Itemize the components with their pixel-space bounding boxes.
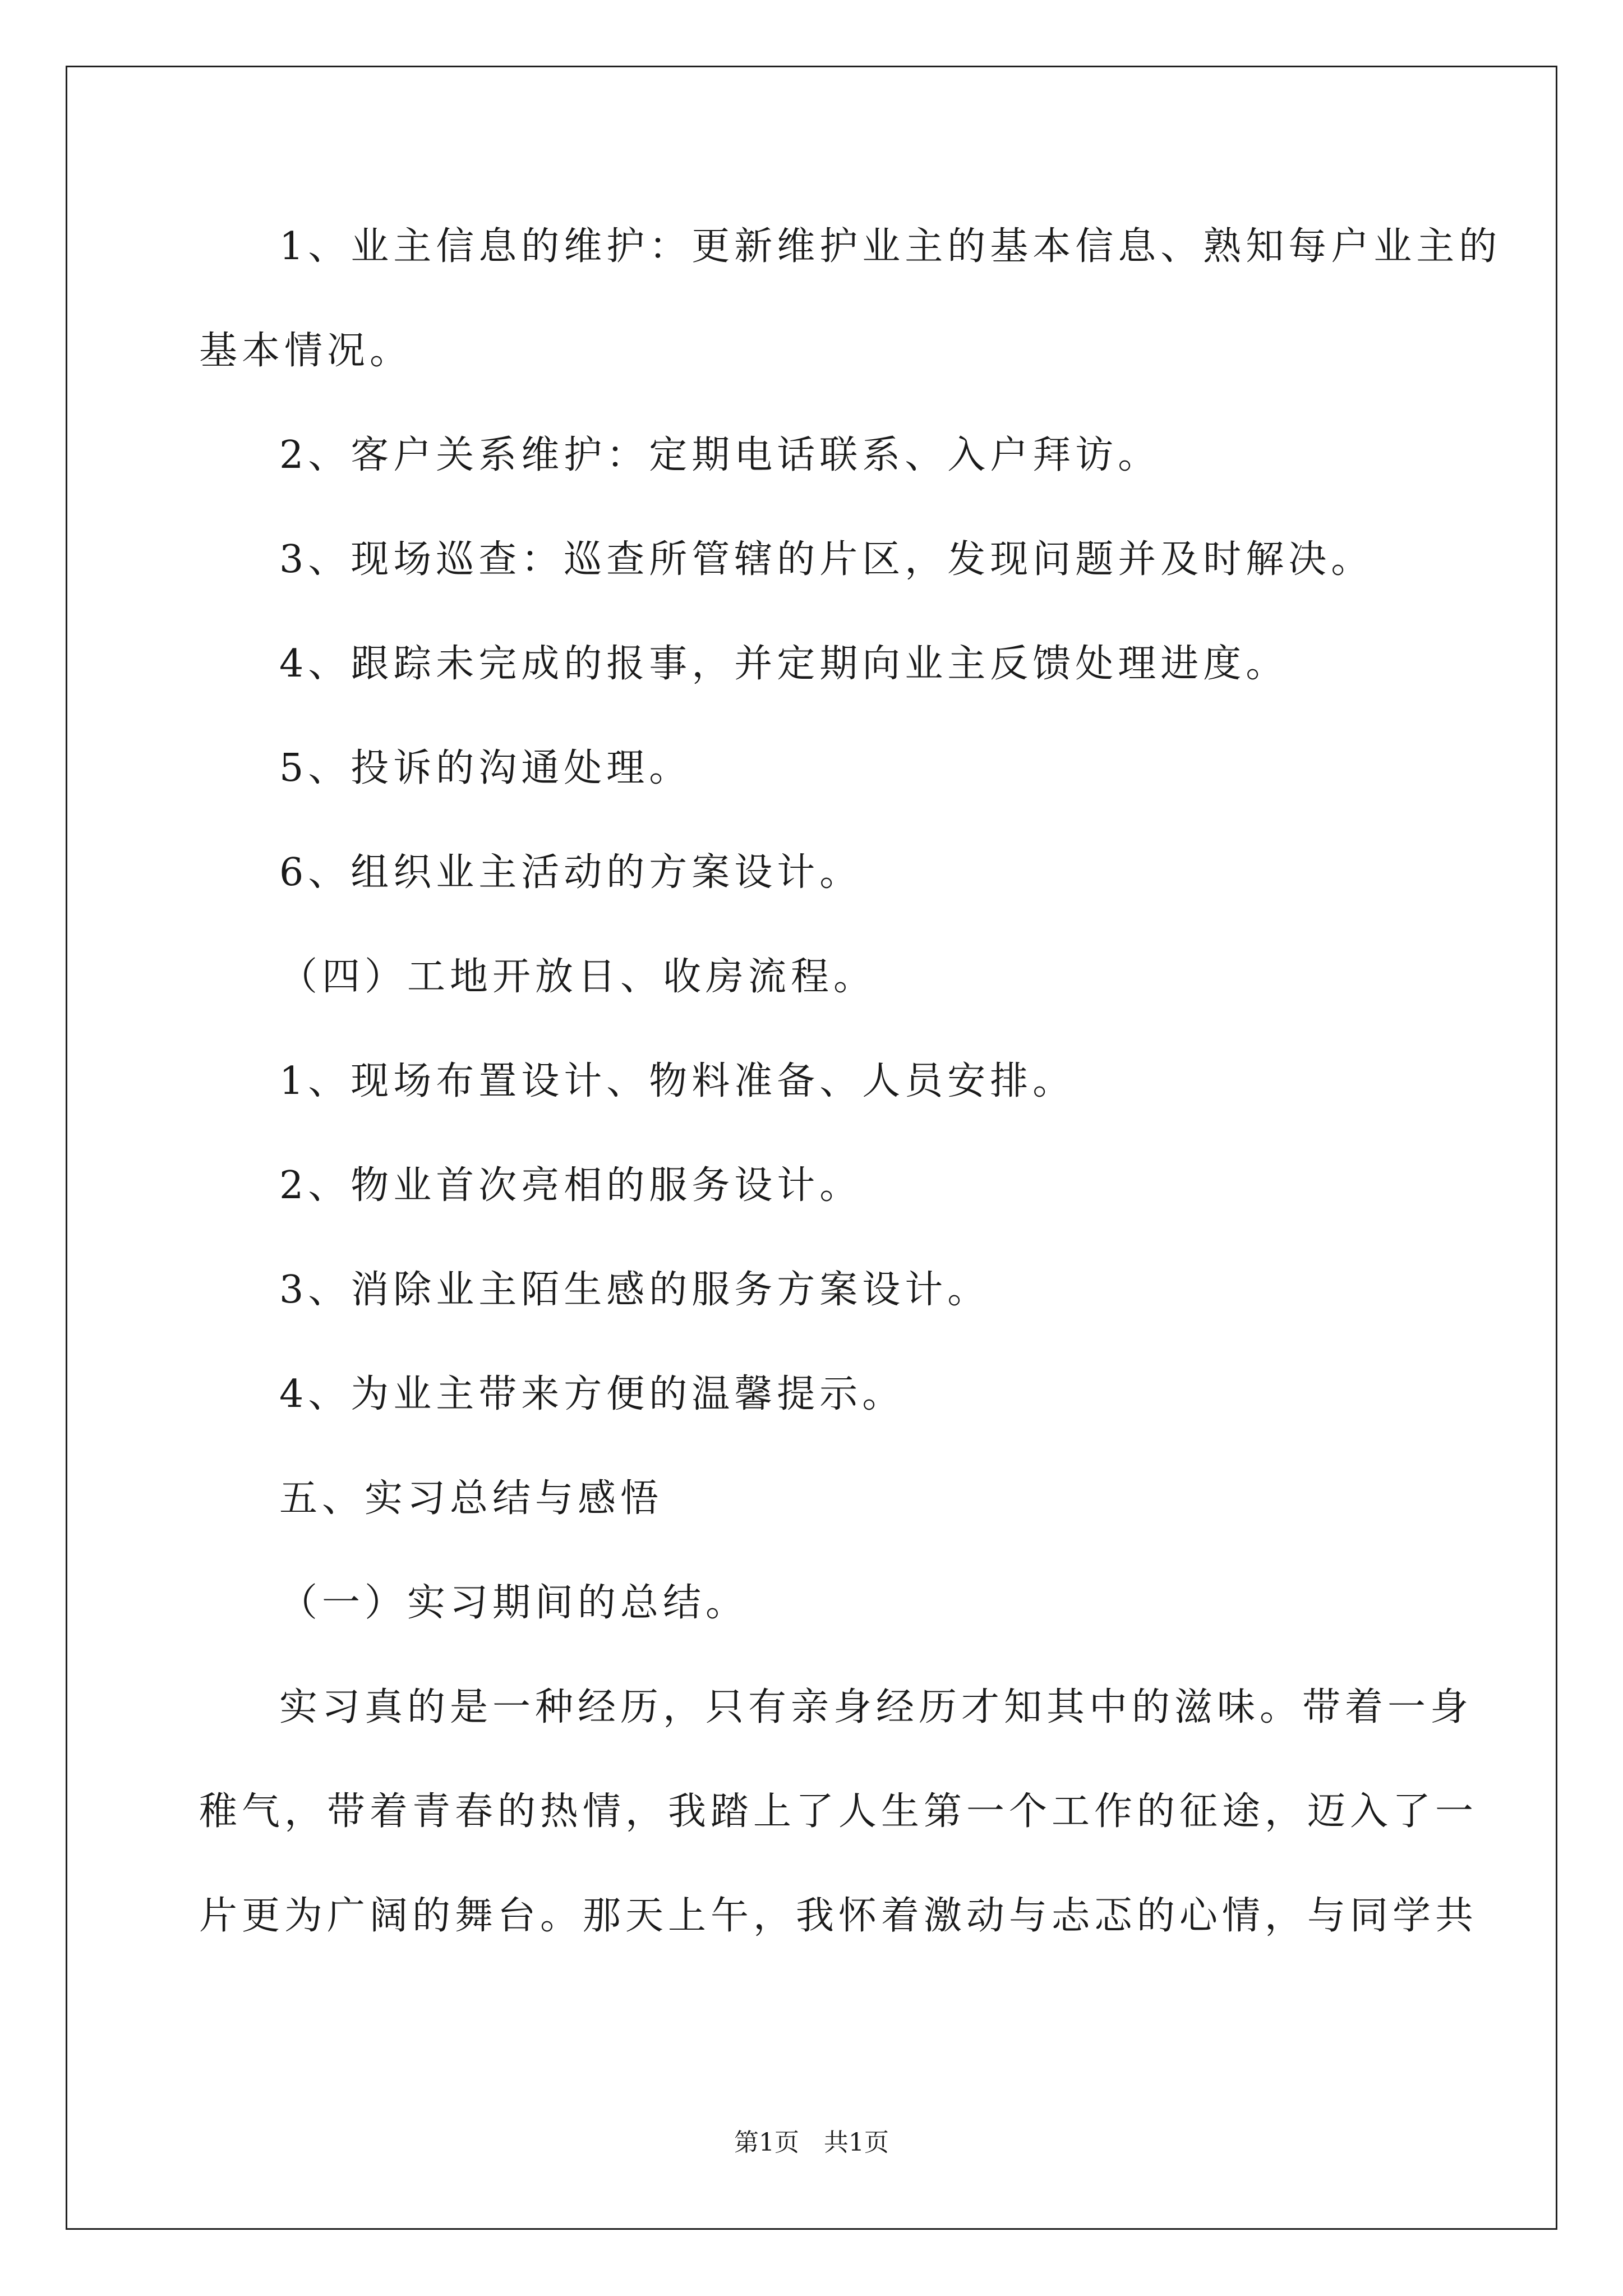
paragraph-line: 4、为业主带来方便的温馨提示。 xyxy=(279,1372,905,1416)
paragraph-line: 5、投诉的沟通处理。 xyxy=(279,746,692,790)
paragraph-line: 稚气，带着青春的热情，我踏上了人生第一个工作的征途，迈入了一 xyxy=(199,1789,1478,1834)
section-heading: （四）工地开放日、收房流程。 xyxy=(279,955,877,999)
paragraph-line: 1、业主信息的维护：更新维护业主的基本信息、熟知每户业主的 xyxy=(279,224,1502,269)
paragraph-line: 2、物业首次亮相的服务设计。 xyxy=(279,1163,863,1208)
section-heading: （一）实习期间的总结。 xyxy=(279,1581,749,1625)
paragraph-line: 片更为广阔的舞台。那天上午，我怀着激动与忐忑的心情，与同学共 xyxy=(199,1894,1478,1938)
section-heading: 五、实习总结与感悟 xyxy=(279,1476,663,1521)
paragraph-line: 基本情况。 xyxy=(199,329,413,373)
page-footer: 第1页 共1页 xyxy=(734,2128,889,2157)
paragraph-line: 6、组织业主活动的方案设计。 xyxy=(279,850,863,895)
paragraph-line: 4、跟踪未完成的报事，并定期向业主反馈处理进度。 xyxy=(279,642,1289,686)
paragraph-line: 1、现场布置设计、物料准备、人员安排。 xyxy=(279,1059,1076,1103)
paragraph-line: 3、现场巡查：巡查所管辖的片区，发现问题并及时解决。 xyxy=(279,537,1374,582)
paragraph-line: 3、消除业主陌生感的服务方案设计。 xyxy=(279,1268,990,1312)
paragraph-line: 2、客户关系维护：定期电话联系、入户拜访。 xyxy=(279,433,1161,477)
paragraph-line: 实习真的是一种经历，只有亲身经历才知其中的滋味。带着一身 xyxy=(279,1685,1473,1729)
